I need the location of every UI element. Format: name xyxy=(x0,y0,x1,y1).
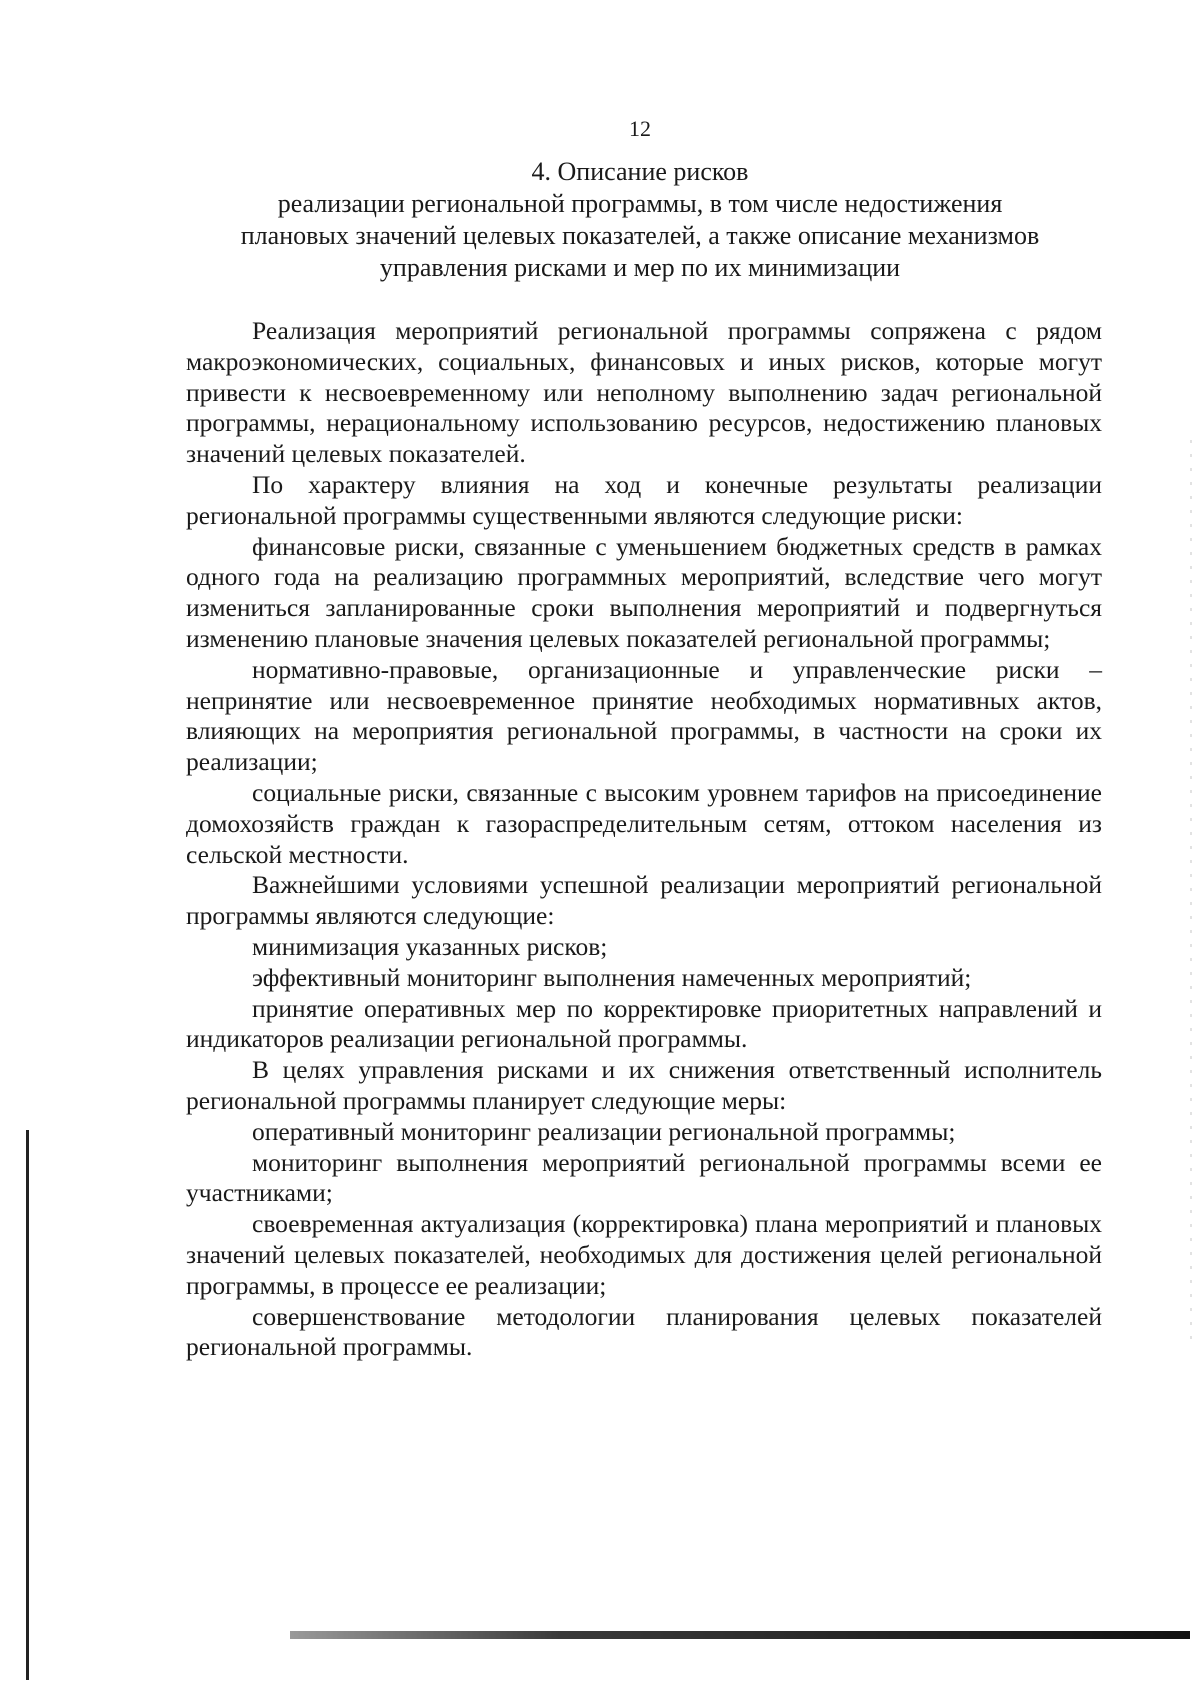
paragraph-condition-2: эффективный мониторинг выполнения намеченных мероприятий; xyxy=(252,962,972,992)
paragraph-measure-4: совершенствование методологии планирования целевых показателей региональной программы. xyxy=(186,1301,1102,1362)
paragraph-measure-3: своевременная актуализация (корректировка) плана мероприятий и плановых значений целевых показателей, необходимых для достижения целей региональной программы, в процессе ее реализации; xyxy=(186,1209,1102,1300)
paragraph-condition-3: принятие оперативных мер по корректировке приоритетных направлений и индикаторов реализации региональной программы. xyxy=(186,993,1102,1054)
heading-line-4: управления рисками и мер по их минимизации xyxy=(379,253,901,282)
paragraph-success-conditions: Важнейшими условиями успешной реализации мероприятий региональной программы являются следующие: xyxy=(186,870,1102,931)
page-number: 12 xyxy=(629,116,651,141)
scan-left-edge-line xyxy=(26,1130,29,1680)
paragraph-measures-intro: В целях управления рисками и их снижения ответственный исполнитель региональной программы планирует следующие меры: xyxy=(186,1055,1102,1115)
paragraph-financial-risks: финансовые риски, связанные с уменьшением бюджетных средств в рамках одного года на реализацию программных мероприятий, вследствие чего могут измениться запланированные сроки выполнения мероприятий и подвергнуться изменению плановые значения целевых показателей региональной программы; xyxy=(186,531,1102,653)
scan-right-edge-marks xyxy=(1190,440,1192,1340)
paragraph-social-risks: социальные риски, связанные с высоким уровнем тарифов на присоединение домохозяйств граждан к газораспределительным сетям, оттоком населения из сельской местности. xyxy=(186,777,1102,869)
heading-line-2: реализации региональной программы, в том числе недостижения xyxy=(277,189,1003,218)
body-text xyxy=(186,316,1102,1363)
paragraph-regulatory-risks: нормативно-правовые, организационные и управленческие риски – непринятие или несвоевременное принятие необходимых нормативных актов, влияющих на мероприятия региональной программы, в частности на сроки их реализации; xyxy=(186,654,1102,777)
section-heading xyxy=(180,156,1100,284)
paragraph-risks-intro: Реализация мероприятий региональной программы сопряжена с рядом макроэкономических, социальных, финансовых и иных рисков, которые могут привести к несвоевременному или неполному выполнению задач региональной программы, нерациональному использованию ресурсов, недостижению плановых значений целевых показателей. xyxy=(186,316,1102,469)
heading-line-3: плановых значений целевых показателей, а также описание механизмов xyxy=(240,221,1040,250)
heading-line-1: 4. Описание рисков xyxy=(531,157,749,186)
paragraph-risk-types: По характеру влияния на ход и конечные результаты реализации региональной программы существенными являются следующие риски: xyxy=(186,469,1102,530)
paragraph-condition-1: минимизация указанных рисков; xyxy=(252,931,608,961)
paragraph-measure-1: оперативный мониторинг реализации региональной программы; xyxy=(252,1116,956,1146)
paragraph-measure-2: мониторинг выполнения мероприятий региональной программы всеми ее участниками; xyxy=(186,1147,1102,1208)
scan-bottom-edge-line xyxy=(290,1631,1190,1639)
